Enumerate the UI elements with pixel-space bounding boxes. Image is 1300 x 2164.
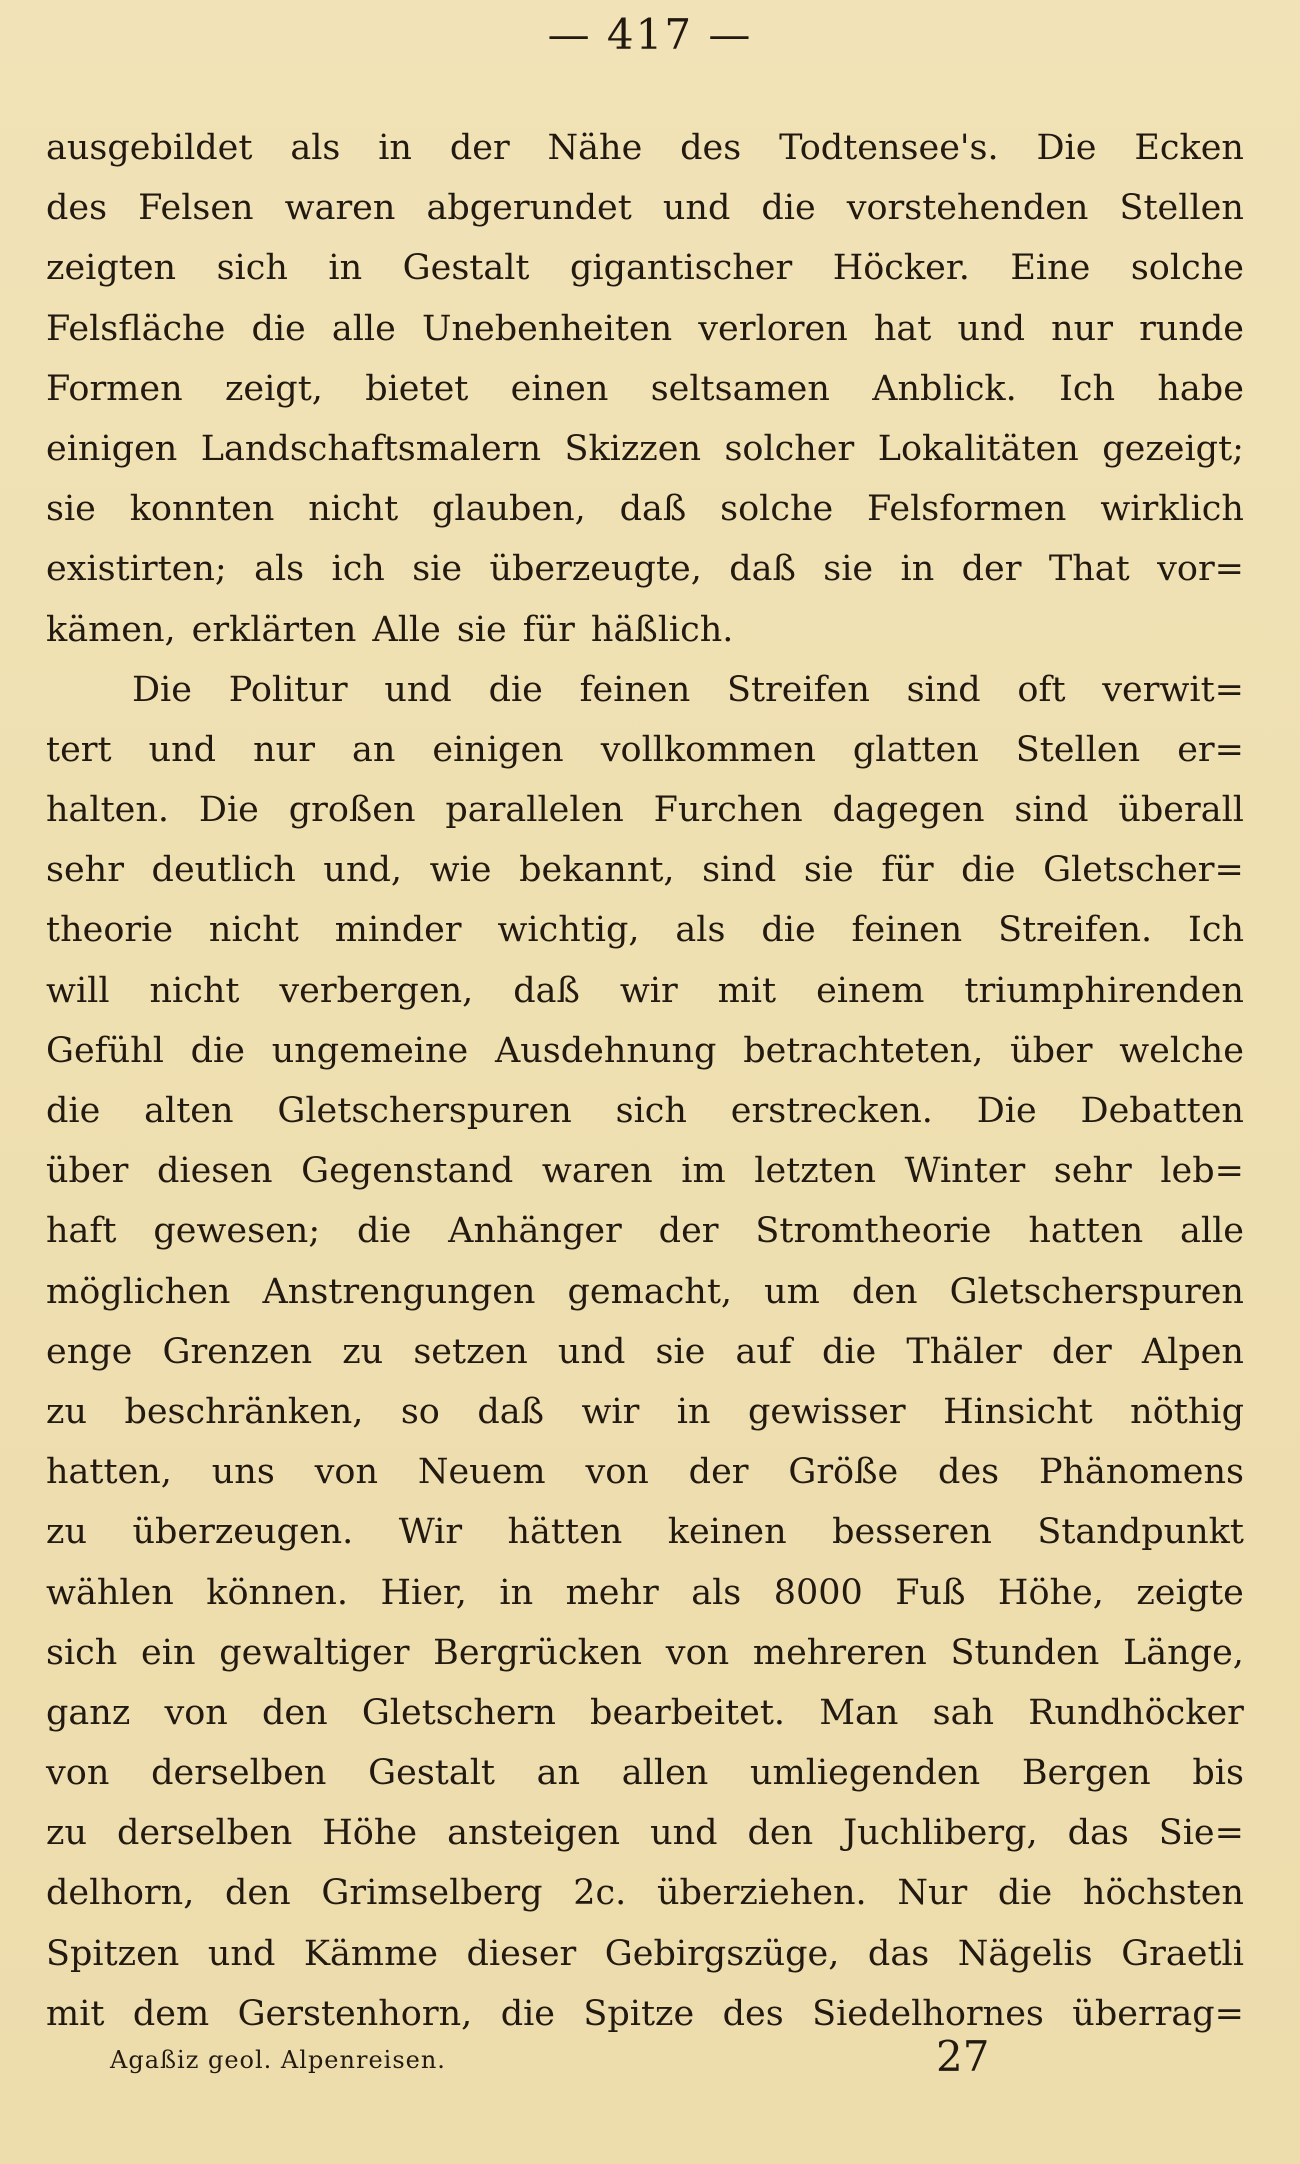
text-line: zu beschränken, so daß wir in gewisser Hinsicht nöthig [46,1391,1244,1432]
text-line: des Felsen waren abgerundet und die vorstehenden Stellen [46,188,1244,229]
text-line: ganz von den Gletschern bearbeitet. Man sah Rundhöcker [46,1692,1244,1733]
text-line: einigen Landschaftsmalern Skizzen solcher Lokalitäten gezeigt; [46,428,1244,469]
text-line: halten. Die großen parallelen Furchen dagegen sind überall [46,790,1244,831]
text-line: sie konnten nicht glauben, daß solche Felsformen wirklich [46,489,1244,530]
text-line: hatten, uns von Neuem von der Größe des Phänomens [46,1452,1244,1493]
text-line: will nicht verbergen, daß wir mit einem triumphirenden [46,970,1244,1011]
text-line: tert und nur an einigen vollkommen glatten Stellen er= [46,729,1244,770]
text-line: Felsfläche die alle Unebenheiten verloren hat und nur runde [46,308,1244,349]
text-line: delhorn, den Grimselberg 2c. überziehen. Nur die höchsten [46,1873,1244,1914]
page-number: — 417 — [547,10,753,59]
text-line: ausgebildet als in der Nähe des Todtensee's. Die Ecken [46,128,1244,168]
text-line: sich ein gewaltiger Bergrücken von mehreren Stunden Länge, [46,1632,1244,1673]
text-line: kämen, erklärten Alle sie für häßlich. [46,609,734,650]
text-line: über diesen Gegenstand waren im letzten Winter sehr leb= [46,1151,1244,1192]
text-line: zu derselben Höhe ansteigen und den Juchliberg, das Sie= [46,1813,1244,1854]
text-line: von derselben Gestalt an allen umliegenden Bergen bis [46,1753,1244,1794]
text-line: Formen zeigt, bietet einen seltsamen Anblick. Ich habe [46,368,1244,409]
text-line: zeigten sich in Gestalt gigantischer Höcker. Eine solche [46,248,1244,289]
text-line: die alten Gletscherspuren sich erstrecken. Die Debatten [46,1091,1244,1131]
text-line: mit dem Gerstenhorn, die Spitze des Siedelhornes überrag= [46,1993,1244,2034]
text-line: zu überzeugen. Wir hätten keinen besseren Standpunkt [46,1512,1244,1553]
text-line: existirten; als ich sie überzeugte, daß sie in der That vor= [46,549,1244,590]
printer-signature: 27 [936,2032,990,2081]
text-line: wählen können. Hier, in mehr als 8000 Fuß Höhe, zeigte [46,1572,1244,1613]
page-footer [110,2032,1200,2092]
text-line: enge Grenzen zu setzen und sie auf die Thäler der Alpen [46,1331,1244,1372]
text-line: Gefühl die ungemeine Ausdehnung betrachteten, über welche [46,1030,1244,1071]
text-line: haft gewesen; die Anhänger der Stromtheorie hatten alle [46,1211,1244,1252]
text-line: theorie nicht minder wichtig, als die feinen Streifen. Ich [46,910,1244,951]
text-line: möglichen Anstrengungen gemacht, um den Gletscherspuren [46,1271,1244,1312]
text-line: Die Politur und die feinen Streifen sind oft verwit= [132,669,1244,710]
footer-book-title: Agaßiz geol. Alpenreisen. [110,2046,446,2074]
body-text [46,118,1244,2044]
text-line: sehr deutlich und, wie bekannt, sind sie für die Gletscher= [46,850,1244,891]
text-line: Spitzen und Kämme dieser Gebirgszüge, das Nägelis Graetli [46,1933,1244,1974]
